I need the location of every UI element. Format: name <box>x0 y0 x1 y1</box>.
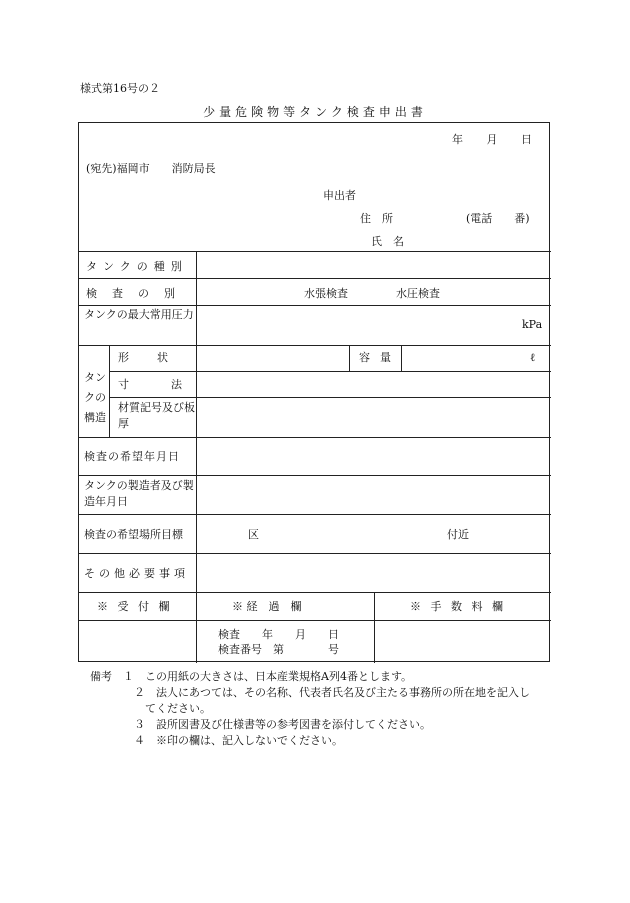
note-line: ３ 設所図書及び仕様書等の参考図書を添付してください。 <box>90 718 431 731</box>
notes <box>90 669 530 749</box>
desired-date-label: 検査の希望年月日 <box>84 450 180 463</box>
form-number: 様式第16号の２ <box>80 82 160 95</box>
tank-type-label: タンクの種別 <box>86 260 188 273</box>
day-label: 日 <box>521 133 532 146</box>
tank-structure-group-label: タンクの構造 <box>84 371 106 424</box>
litre-unit: ℓ <box>530 351 536 364</box>
material-label: 材質記号及び板厚 <box>118 401 195 430</box>
note-line: 備考 １ この用紙の大きさは、日本産業規格A列4番とします。 <box>90 670 413 683</box>
water-fill-option: 水張検査 <box>304 287 348 300</box>
dimensions-label: 寸法 <box>118 378 224 391</box>
kpa-unit: kPa <box>522 318 543 331</box>
addressee: (宛先)福岡市 消防局長 <box>86 162 216 175</box>
shape-label: 形状 <box>118 351 196 364</box>
form-table <box>78 122 550 662</box>
note-line: ４ ※印の欄は、記入しないでください。 <box>90 734 343 747</box>
progress-column: ※ 経 過 欄 <box>232 600 302 613</box>
reception-column: ※ 受 付 欄 <box>97 600 173 613</box>
capacity-label: 容量 <box>359 351 401 364</box>
manufacturer-label: タンクの製造者及び製造年月日 <box>84 479 194 508</box>
form-title: 少量危険物等タンク検査申出書 <box>203 105 427 119</box>
fee-column: ※ 手 数 料 欄 <box>410 600 506 613</box>
desired-location-label: 検査の希望場所目標 <box>84 528 183 541</box>
name-label: 氏 名 <box>371 235 404 248</box>
ward-label: 区 <box>248 528 259 541</box>
note-line: てください。 <box>90 702 211 715</box>
month-label: 月 <box>486 133 498 146</box>
inspection-number: 検査番号 第 号 <box>218 643 339 656</box>
vicinity-label: 付近 <box>447 528 469 541</box>
address-label: 住 所 <box>360 212 393 225</box>
inspection-date: 検査 年 月 日 <box>218 628 339 641</box>
max-pressure-label: タンクの最大常用圧力 <box>84 308 194 321</box>
other-matters-label: その他必要事項 <box>84 567 189 580</box>
note-line: ２ 法人にあつては、その名称、代表者氏名及び主たる事務所の所在地を記入し <box>90 686 530 699</box>
phone-label: (電話 番) <box>466 212 530 225</box>
water-pressure-option: 水圧検査 <box>396 287 440 300</box>
inspection-type-label: 検査の別 <box>86 287 190 300</box>
applicant-label: 申出者 <box>323 189 356 202</box>
year-label: 年 <box>452 133 463 146</box>
